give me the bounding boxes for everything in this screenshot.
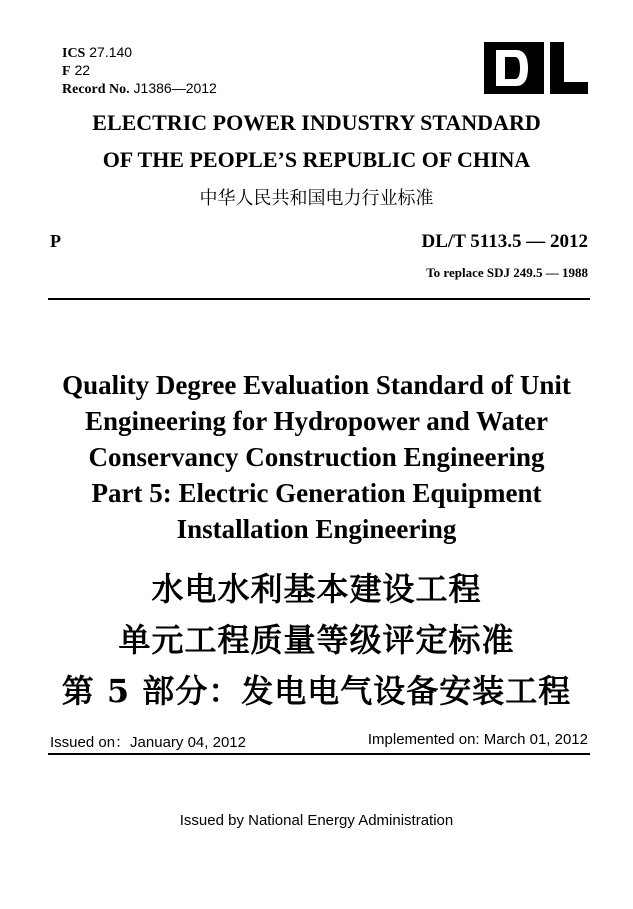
title-en-line: Installation Engineering <box>176 514 457 544</box>
standard-code: DL/T 5113.5 — 2012 <box>421 231 588 252</box>
record-label: Record No. <box>62 82 130 97</box>
ics-value: 27.140 <box>89 44 133 60</box>
title-chinese <box>0 564 633 717</box>
header-chinese: 中华人民共和国电力行业标准 <box>199 188 434 209</box>
record-value: J1386—2012 <box>133 80 217 96</box>
divider-top <box>48 298 590 300</box>
title-en-line: Part 5: Electric Generation Equipment <box>91 478 542 508</box>
title-en-line: Engineering for Hydropower and Water <box>84 406 549 436</box>
title-english <box>0 367 633 547</box>
f-value: 22 <box>74 62 91 78</box>
header-line-1: ELECTRIC POWER INDUSTRY STANDARD <box>92 110 541 135</box>
f-label: F <box>62 64 71 79</box>
header-line-2: OF THE PEOPLE’S REPUBLIC OF CHINA <box>102 147 531 172</box>
title-en-line: Quality Degree Evaluation Standard of Unit <box>62 370 571 400</box>
issuer: Issued by National Energy Administration <box>179 812 454 829</box>
f-line <box>62 62 90 80</box>
issued-date: Issued on：January 04, 2012 <box>50 734 246 751</box>
classification-code: P <box>50 231 61 251</box>
title-cn-line: 单元工程质量等级评定标准 <box>118 621 515 659</box>
title-en-line: Conservancy Construction Engineering <box>88 442 545 472</box>
divider-bottom <box>48 753 590 755</box>
record-line <box>62 80 217 98</box>
ics-label: ICS <box>62 46 86 61</box>
replaces-note: To replace SDJ 249.5 — 1988 <box>426 265 588 280</box>
title-cn-line: 水电水利基本建设工程 <box>151 570 482 608</box>
ics-line <box>62 44 132 62</box>
dl-logo <box>484 42 588 94</box>
title-cn-line: 第 5 部分：发电电气设备安装工程 <box>61 672 572 710</box>
implemented-date: Implemented on: March 01, 2012 <box>367 731 588 748</box>
